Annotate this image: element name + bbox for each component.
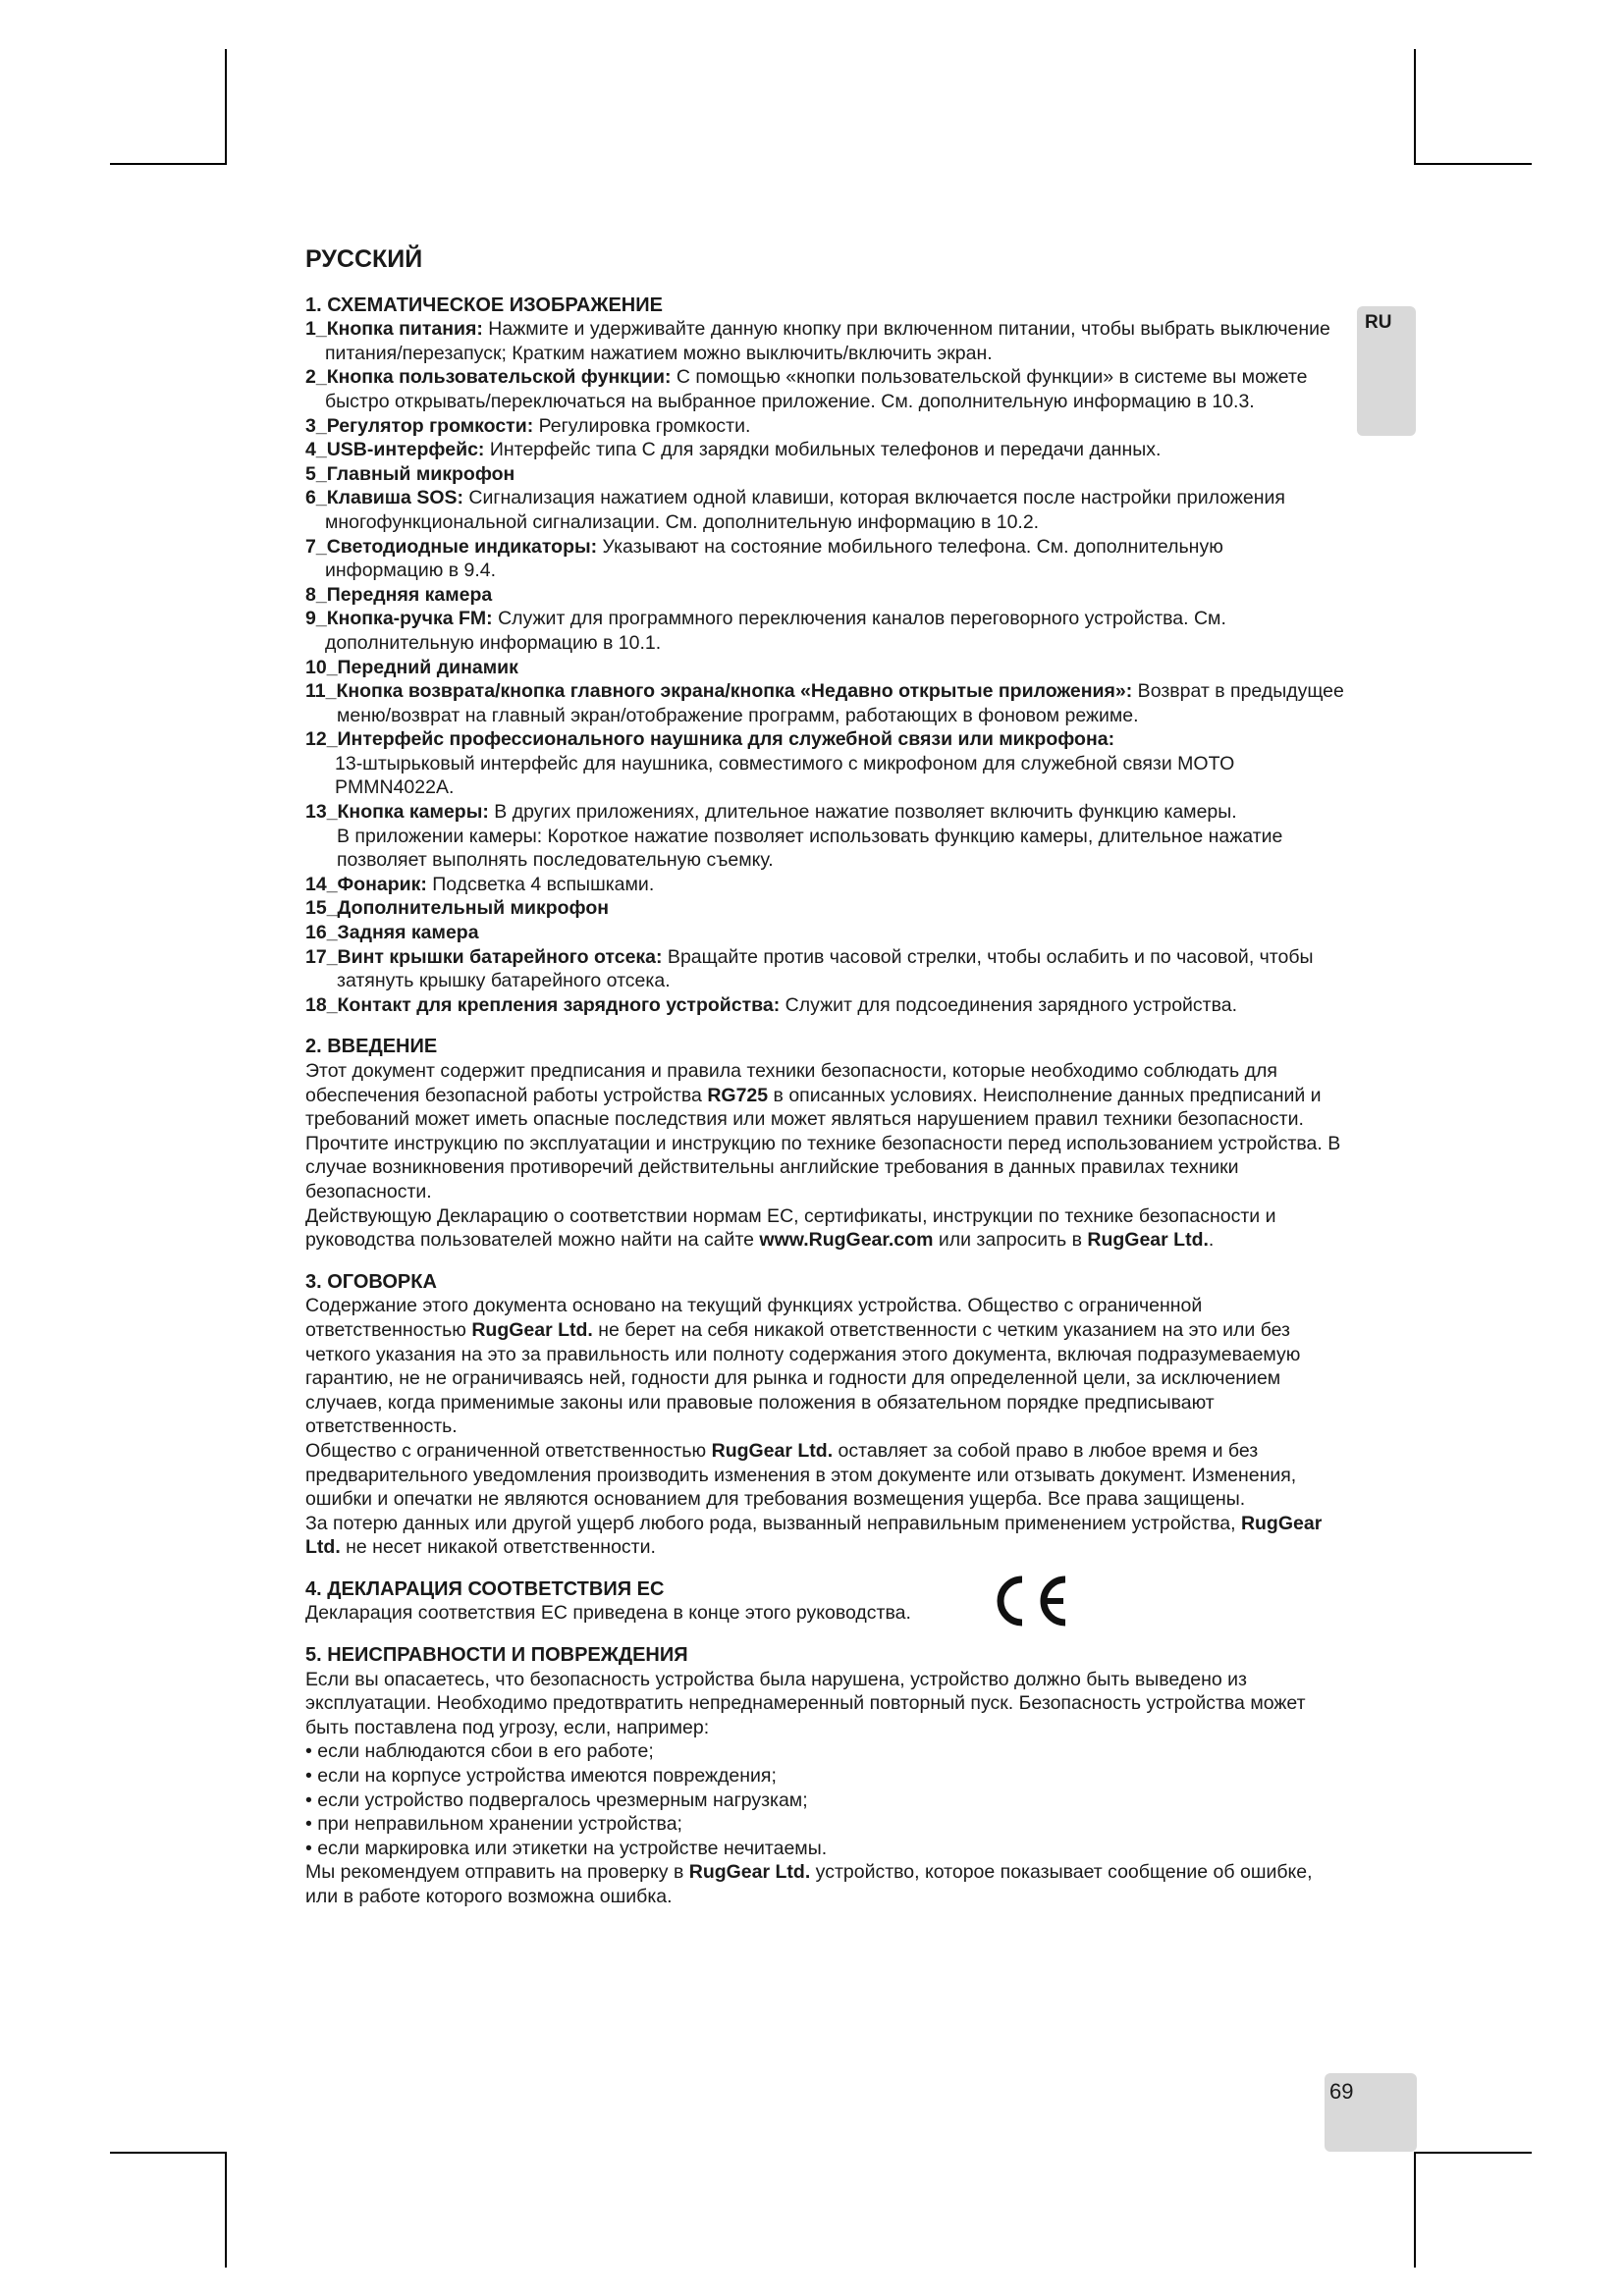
text-run: Действующую Декларацию о соответствии нормам ЕС, сертификаты, инструкции по технике безопасности и руководства пользователей можно найти на сайте: [305, 1204, 1276, 1252]
bullet-list: [305, 1739, 1346, 1860]
item-label: 7_Светодиодные индикаторы:: [305, 535, 598, 558]
item-label: 15_Дополнительный микрофон: [305, 897, 610, 920]
item-text: Служит для программного переключения каналов переговорного устройства. См. дополнительную информацию в 10.1.: [325, 608, 1226, 654]
list-item: [305, 583, 1346, 608]
website-link: www.RugGear.com: [759, 1229, 934, 1252]
text-run: Содержание этого документа основано на текущий функциях устройства. Общество с ограниченной ответственностью: [305, 1295, 1203, 1341]
list-item: [305, 462, 1346, 487]
item-text: Нажмите и удерживайте данную кнопку при включенном питании, чтобы выбрать выключение питания/перезапуск; Кратким нажатием можно выключить/включить экран.: [325, 318, 1330, 364]
list-item: [305, 993, 1346, 1018]
item-label: 18_Контакт для крепления зарядного устройства:: [305, 993, 781, 1016]
section-title: 5. НЕИСПРАВНОСТИ И ПОВРЕЖДЕНИЯ: [305, 1644, 688, 1667]
item-subtext: В приложении камеры: Короткое нажатие позволяет использовать функцию камеры, длительное нажатие позволяет выполнять последовательную съемку.: [337, 825, 1283, 872]
ce-mark-icon: [983, 1572, 1071, 1630]
text-run: или запросить в: [933, 1229, 1088, 1252]
company-name: RugGear Ltd.: [1087, 1229, 1209, 1252]
text-run: Общество с ограниченной ответственностью: [305, 1439, 712, 1462]
paragraph: Если вы опасаетесь, что безопасность устройства была нарушена, устройство должно быть выведено из эксплуатации. Необходимо предотвратить непреднамеренный повторный пуск. Безопасность устройства может быть поставлена под угрозу, если, например:: [305, 1668, 1306, 1738]
list-item: • если на корпусе устройства имеются повреждения;: [305, 1764, 1346, 1789]
item-label: 8_Передняя камера: [305, 583, 493, 606]
crop-mark-top-left-v: [225, 49, 227, 165]
text-run: не несет никакой ответственности.: [340, 1536, 656, 1559]
item-text: Сигнализация нажатием одной клавиши, которая включается после настройки приложения многофункциональной сигнализации. См. дополнительную информацию в 10.2.: [325, 487, 1285, 533]
item-label: 17_Винт крышки батарейного отсека:: [305, 945, 663, 968]
document-body: [305, 247, 1346, 1927]
item-text: Регулировка громкости.: [533, 414, 751, 437]
list-item: • если устройство подвергалось чрезмерным нагрузкам;: [305, 1789, 1346, 1813]
item-label: 11_Кнопка возврата/кнопка главного экрана/кнопка «Недавно открытые приложения»:: [305, 680, 1133, 703]
section-malfunctions: [305, 1643, 1346, 1909]
company-name: RugGear Ltd.: [711, 1439, 834, 1462]
paragraph: [305, 1860, 1346, 1908]
list-item: [305, 535, 1346, 583]
crop-mark-bottom-right-h: [1414, 2152, 1532, 2154]
crop-mark-top-left-h: [110, 163, 227, 165]
list-item: [305, 873, 1346, 897]
language-tab-label: RU: [1365, 312, 1392, 333]
section-schematic: [305, 294, 1346, 1018]
text-run: .: [1208, 1229, 1215, 1252]
list-item: [305, 414, 1346, 439]
section-title: 3. ОГОВОРКА: [305, 1270, 437, 1293]
list-item: • при неправильном хранении устройства;: [305, 1812, 1346, 1837]
crop-mark-bottom-right-v: [1414, 2152, 1416, 2268]
text-run: в описанных условиях. Неисполнение данных предписаний и требований может иметь опасные последствия или может являться нарушением правил техники безопасности.: [305, 1084, 1322, 1131]
paragraph: [305, 1512, 1346, 1560]
item-label: 10_Передний динамик: [305, 656, 518, 678]
item-label: 5_Главный микрофон: [305, 462, 515, 485]
crop-mark-bottom-left-h: [110, 2152, 227, 2154]
list-item: [305, 656, 1346, 680]
text-run: оставляет за собой право в любое время и без предварительного уведомления производить изменения в этом документе или отзывать документ. Изменения, ошибки и опечатки не являются основанием для требования возмещения ущерба. Все права защищены.: [305, 1439, 1297, 1511]
list-item: • если наблюдаются сбои в его работе;: [305, 1739, 1346, 1764]
model-name: RG725: [707, 1084, 769, 1106]
list-item: [305, 727, 1346, 752]
item-label: 2_Кнопка пользовательской функции:: [305, 366, 672, 389]
item-label: 13_Кнопка камеры:: [305, 801, 489, 824]
item-text: Возврат в предыдущее меню/возврат на главный экран/отображение программ, работающих в фоновом режиме.: [337, 680, 1344, 726]
company-name: RugGear Ltd.: [688, 1861, 811, 1884]
text-run: Этот документ содержит предписания и правила техники безопасности, которые необходимо соблюдать для обеспечения безопасной работы устройства: [305, 1060, 1277, 1106]
paragraph: [305, 1204, 1346, 1253]
list-item: [305, 607, 1346, 655]
item-text: С помощью «кнопки пользовательской функции» в системе вы можете быстро открывать/переключаться на выбранное приложение. См. дополнительную информацию в 10.3.: [325, 366, 1308, 412]
item-label: 14_Фонарик:: [305, 873, 427, 895]
list-item: [305, 896, 1346, 921]
item-label: 12_Интерфейс профессионального наушника для служебной связи или микрофона:: [305, 728, 1115, 751]
paragraph: [305, 1059, 1346, 1132]
item-subtext: 13-штырьковый интерфейс для наушника, совместимого с микрофоном для служебной связи MOTO PMMN4022A.: [335, 752, 1235, 799]
text-run: За потерю данных или другой ущерб любого рода, вызванный неправильным применением устройства,: [305, 1512, 1241, 1534]
section-title: 4. ДЕКЛАРАЦИЯ СООТВЕТСТВИЯ ЕС: [305, 1577, 665, 1600]
item-text: Вращайте против часовой стрелки, чтобы ослабить и по часовой, чтобы затянуть крышку батарейного отсека.: [337, 945, 1314, 992]
list-item: [305, 945, 1346, 993]
page-number: 69: [1329, 2079, 1354, 2104]
item-text: Служит для подсоединения зарядного устройства.: [780, 993, 1238, 1016]
item-label: 16_Задняя камера: [305, 922, 479, 944]
paragraph: Прочтите инструкцию по эксплуатации и инструкцию по технике безопасности перед использованием устройства. В случае возникновения противоречий действительны английские требования в данных правилах техники безопасности.: [305, 1132, 1341, 1202]
section-title: 2. ВВЕДЕНИЕ: [305, 1036, 438, 1058]
company-name: RugGear Ltd.: [471, 1318, 593, 1341]
item-text: В других приложениях, длительное нажатие позволяет включить функцию камеры.: [488, 801, 1237, 824]
company-name: RugGear Ltd.: [305, 1512, 1323, 1559]
section-ec-declaration: [305, 1577, 1346, 1626]
list-item: [305, 679, 1346, 727]
paragraph: [305, 1294, 1346, 1439]
list-item: [305, 317, 1346, 365]
text-run: не берет на себя никакой ответственности с четким указанием на это или без четкого указания на это за правильность или полноту содержания этого документа, включая подразумеваемую гарантию, не не ограничиваясь ней, годности для рынка и годности для определенной цели, за исключением случаев, когда применимые законы или правовые положения в обязательном порядке предписывают ответственность.: [305, 1318, 1301, 1438]
section-title: 1. СХЕМАТИЧЕСКОЕ ИЗОБРАЖЕНИЕ: [305, 294, 663, 316]
item-label: 1_Кнопка питания:: [305, 318, 483, 341]
crop-mark-top-right-h: [1414, 163, 1532, 165]
list-item: [305, 800, 1346, 825]
item-text: Указывают на состояние мобильного телефона. См. дополнительную информацию в 9.4.: [325, 535, 1223, 582]
section-introduction: [305, 1035, 1346, 1252]
item-label: 4_USB-интерфейс:: [305, 439, 485, 461]
list-item: • если маркировка или этикетки на устройстве нечитаемы.: [305, 1837, 1346, 1861]
document-title: РУССКИЙ: [305, 245, 423, 273]
list-item: [305, 365, 1346, 413]
item-text: Подсветка 4 вспышками.: [426, 873, 655, 895]
paragraph: Декларация соответствия ЕС приведена в конце этого руководства.: [305, 1602, 911, 1625]
item-label: 9_Кнопка-ручка FM:: [305, 608, 493, 630]
text-run: Мы рекомендуем отправить на проверку в: [305, 1861, 689, 1884]
item-text: Интерфейс типа С для зарядки мобильных телефонов и передачи данных.: [484, 439, 1162, 461]
item-label: 3_Регулятор громкости:: [305, 414, 534, 437]
list-item: [305, 438, 1346, 462]
crop-mark-bottom-left-v: [225, 2152, 227, 2268]
list-item: [305, 921, 1346, 945]
list-item: [305, 486, 1346, 534]
text-run: устройство, которое показывает сообщение об ошибке, или в работе которого возможна ошибка.: [305, 1861, 1313, 1907]
paragraph: [305, 1439, 1346, 1512]
section-disclaimer: [305, 1270, 1346, 1560]
item-label: 6_Клавиша SOS:: [305, 487, 463, 509]
crop-mark-top-right-v: [1414, 49, 1416, 165]
